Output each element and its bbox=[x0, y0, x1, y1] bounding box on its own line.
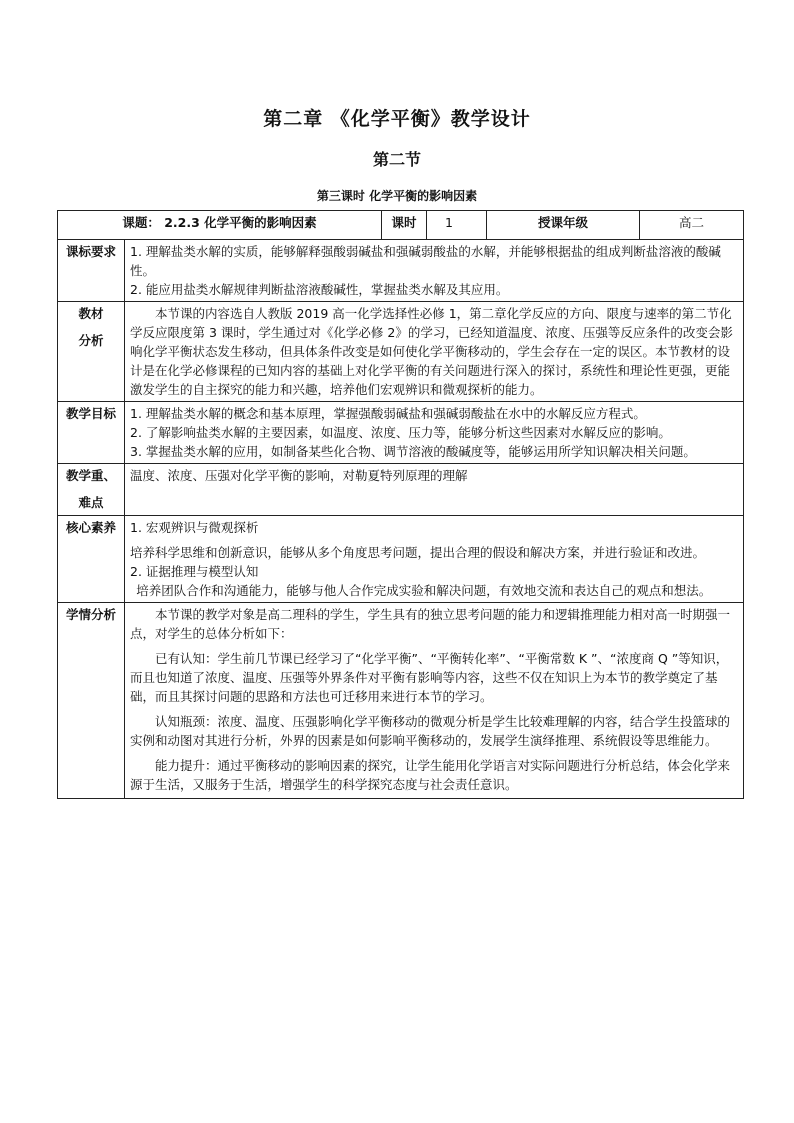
students-label: 学情分析 bbox=[58, 603, 125, 799]
keypoints-label-line-2: 难点 bbox=[78, 495, 104, 510]
objective-item-1: 1. 理解盐类水解的概念和基本原理，掌握强酸弱碱盐和强碱弱酸盐在水中的水解反应方程式。 bbox=[130, 406, 646, 421]
literacy-item-1: 1. 宏观辨识与微观探析 bbox=[130, 520, 259, 535]
standards-item-2: 2. 能应用盐类水解规律判断盐溶液酸碱性，掌握盐类水解及其应用。 bbox=[130, 282, 509, 297]
keypoints-content: 温度、浓度、压强对化学平衡的影响，对勒夏特列原理的理解 bbox=[125, 464, 744, 516]
literacy-content bbox=[125, 516, 744, 603]
standards-content bbox=[125, 240, 744, 302]
literacy-label: 核心素养 bbox=[58, 516, 125, 603]
material-row bbox=[58, 302, 744, 402]
literacy-item-1-detail: 培养科学思维和创新意识，能够从多个角度思考问题，提出合理的假设和解决方案，并进行验证和改进。 bbox=[130, 545, 706, 560]
topic-cell bbox=[58, 211, 382, 240]
students-paragraph-2: 已有认知：学生前几节课已经学习了“化学平衡”、“平衡转化率”、“平衡常数 K ”、“浓度商 Q ”等知识，而且也知道了浓度、温度、压强等外界条件对平衡有影响等内容，这些不仅在知识上为本节的教学奠定了基础，而且其探讨问题的思路和方法也可迁移用来进行本节的学习。 bbox=[130, 651, 729, 704]
students-paragraph-4: 能力提升：通过平衡移动的影响因素的探究，让学生能用化学语言对实际问题进行分析总结，体会化学来源于生活，又服务于生活，增强学生的科学探究态度与社会责任意识。 bbox=[130, 758, 731, 792]
material-label-line-1: 教材 bbox=[78, 306, 104, 321]
standards-row bbox=[58, 240, 744, 302]
lesson-title: 第三课时 化学平衡的影响因素 bbox=[316, 189, 478, 203]
objectives-content bbox=[125, 402, 744, 464]
standards-item-1: 1. 理解盐类水解的实质，能够解释强酸弱碱盐和强碱弱酸盐的水解，并能够根据盐的组成判断盐溶液的酸碱性。 bbox=[130, 244, 721, 278]
period-label: 课时 bbox=[382, 211, 427, 240]
standards-label: 课标要求 bbox=[58, 240, 125, 302]
topic-label: 课题： bbox=[122, 215, 160, 230]
lesson-plan-table bbox=[57, 210, 744, 799]
keypoints-label bbox=[58, 464, 125, 516]
material-label bbox=[58, 302, 125, 402]
keypoints-label-line-1: 教学重、 bbox=[65, 468, 116, 483]
document-title: 第二章 《化学平衡》教学设计 bbox=[263, 108, 531, 130]
objective-item-2: 2. 了解影响盐类水解的主要因素，如温度、浓度、压力等，能够分析这些因素对水解反应的影响。 bbox=[130, 425, 671, 440]
students-row bbox=[58, 603, 744, 799]
period-value: 1 bbox=[427, 211, 487, 240]
section-title: 第二节 bbox=[372, 150, 421, 169]
grade-value: 高二 bbox=[640, 211, 744, 240]
literacy-item-2-detail: 培养团队合作和沟通能力，能够与他人合作完成实验和解决问题，有效地交流和表达自己的观点和想法。 bbox=[136, 583, 712, 598]
material-paragraph: 本节课的内容选自人教版 2019 高一化学选择性必修 1，第二章化学反应的方向、限度与速率的第二节化学反应限度第 3 课时，学生通过对《化学必修 2》的学习，已经知道温度、浓度、压强等反应条件的改变会影响化学平衡状态发生移动，但具体条件改变是如何使化学平衡移动的，学生会存在一定的误区。本节教材的设计是在化学必修课程的已知内容的基础上对化学平衡的有关问题进行深入的探讨，系统性和理论性更强，更能激发学生的自主探究的能力和兴趣，培养他们宏观辨识和微观探析的能力。 bbox=[130, 306, 733, 397]
students-paragraph-1: 本节课的教学对象是高二理科的学生，学生具有的独立思考问题的能力和逻辑推理能力相对高一时期强一点，对学生的总体分析如下： bbox=[130, 607, 731, 641]
students-paragraph-3: 认知瓶颈：浓度、温度、压强影响化学平衡移动的微观分析是学生比较难理解的内容，结合学生投篮球的实例和动图对其进行分析，外界的因素是如何影响平衡移动的，发展学生演绎推理、系统假设等思维能力。 bbox=[130, 714, 731, 748]
literacy-row bbox=[58, 516, 744, 603]
material-label-line-2: 分析 bbox=[78, 333, 104, 348]
objective-item-3: 3. 掌握盐类水解的应用，如制备某些化合物、调节溶液的酸碱度等，能够运用所学知识解决相关问题。 bbox=[130, 444, 696, 459]
objectives-row bbox=[58, 402, 744, 464]
students-content bbox=[125, 603, 744, 799]
keypoints-row bbox=[58, 464, 744, 516]
grade-label: 授课年级 bbox=[487, 211, 640, 240]
material-content bbox=[125, 302, 744, 402]
literacy-item-2: 2. 证据推理与模型认知 bbox=[130, 564, 259, 579]
objectives-label: 教学目标 bbox=[58, 402, 125, 464]
topic-value: 2.2.3 化学平衡的影响因素 bbox=[164, 215, 317, 230]
header-row bbox=[58, 211, 744, 240]
